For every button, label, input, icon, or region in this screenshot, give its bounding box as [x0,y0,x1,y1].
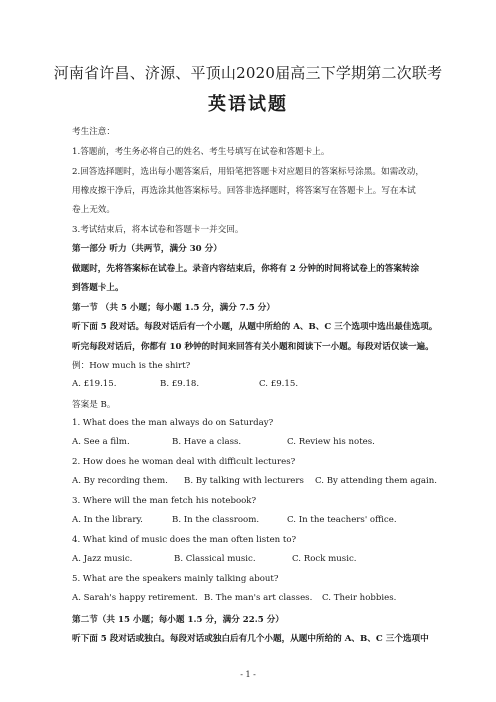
page-number: - 1 - [240,670,256,679]
question-1: 1. What does the man always do on Saturday? [72,418,274,428]
question-2-option-a: A. By recording them. [72,476,168,486]
question-5-option-b: B. The man's art classes. [204,593,313,603]
example-answer: 答案是 B。 [72,400,116,410]
exam-title: 河南省许昌、济源、平顶山2020届高三下学期第二次联考 [53,64,443,82]
question-3-option-c: C. In the teachers' office. [287,515,397,525]
question-1-option-c: C. Review his notes. [287,437,375,447]
note-item-3: 3.考试结束后，将本试卷和答题卡一并交回。 [72,225,244,235]
subject-title: 英语试题 [208,94,288,115]
section2-heading: 第二节（共 15 小题；每小题 1.5 分，满分 22.5 分） [72,615,284,625]
question-5-option-c: C. Their hobbies. [322,593,397,603]
note-item-2-line-1: 2.回答选择题时，选出每小题答案后，用铅笔把答题卡对应题目的答案标号涂黑。如需改动， [72,167,424,177]
question-4-option-a: A. Jazz music. [72,554,133,564]
question-3: 3. Where will the man fetch his notebook? [72,496,257,506]
notes-heading: 考生注意： [72,127,115,137]
question-4-option-c: C. Rock music. [292,554,357,564]
note-item-2-line-3: 卷上无效。 [72,205,115,215]
part1-instruction-line-2: 到答题卡上。 [72,283,124,293]
question-3-option-b: B. In the classroom. [172,515,260,525]
example-option-a: A. £19.15. [72,379,117,389]
question-2-option-b: B. By talking with lecturers [184,476,304,486]
question-5-option-a: A. Sarah's happy retirement. [72,593,198,603]
section1-instruction-line-2: 听完每段对话后，你都有 10 秒钟的时间来回答有关小题和阅读下一小题。每段对话仅读一遍。 [72,342,434,352]
part1-instruction-line-1: 做题时，先将答案标在试卷上。录音内容结束后，你将有 2 分钟的时间将试卷上的答案转涂 [72,264,420,274]
example-option-c: C. £9.15. [259,379,299,389]
note-item-1: 1.答题前，考生务必将自己的姓名、考生号填写在试卷和答题卡上。 [72,147,330,157]
question-2-option-c: C. By attending them again. [315,476,438,486]
section1-heading: 第一节 （共 5 小题；每小题 1.5 分，满分 7.5 分） [72,303,275,313]
section2-instruction-line-1: 听下面 5 段对话或独白。每段对话或独白后有几个小题，从题中所给的 A、B、C 三个选项中 [72,634,429,644]
question-3-option-a: A. In the library. [72,515,143,525]
part1-heading: 第一部分 听力（共两节，满分 30 分） [72,244,222,254]
section1-instruction-line-1: 听下面 5 段对话。每段对话后有一个小题，从题中所给的 A、B、C 三个选项中选出最佳选项。 [72,322,438,332]
example-option-b: B. £9.18. [160,379,200,389]
note-item-2-line-2: 用橡皮擦干净后，再选涂其他答案标号。回答非选择题时，将答案写在答题卡上。写在本试 [72,186,416,196]
question-5: 5. What are the speakers mainly talking about? [72,574,279,584]
question-4-option-b: B. Classical music. [174,554,256,564]
question-1-option-a: A. See a film. [72,437,130,447]
question-1-option-b: B. Have a class. [172,437,242,447]
question-4: 4. What kind of music does the man often listen to? [72,535,297,545]
question-2: 2. How does he woman deal with difficult lectures? [72,457,296,467]
example-question: 例：How much is the shirt? [72,361,191,371]
